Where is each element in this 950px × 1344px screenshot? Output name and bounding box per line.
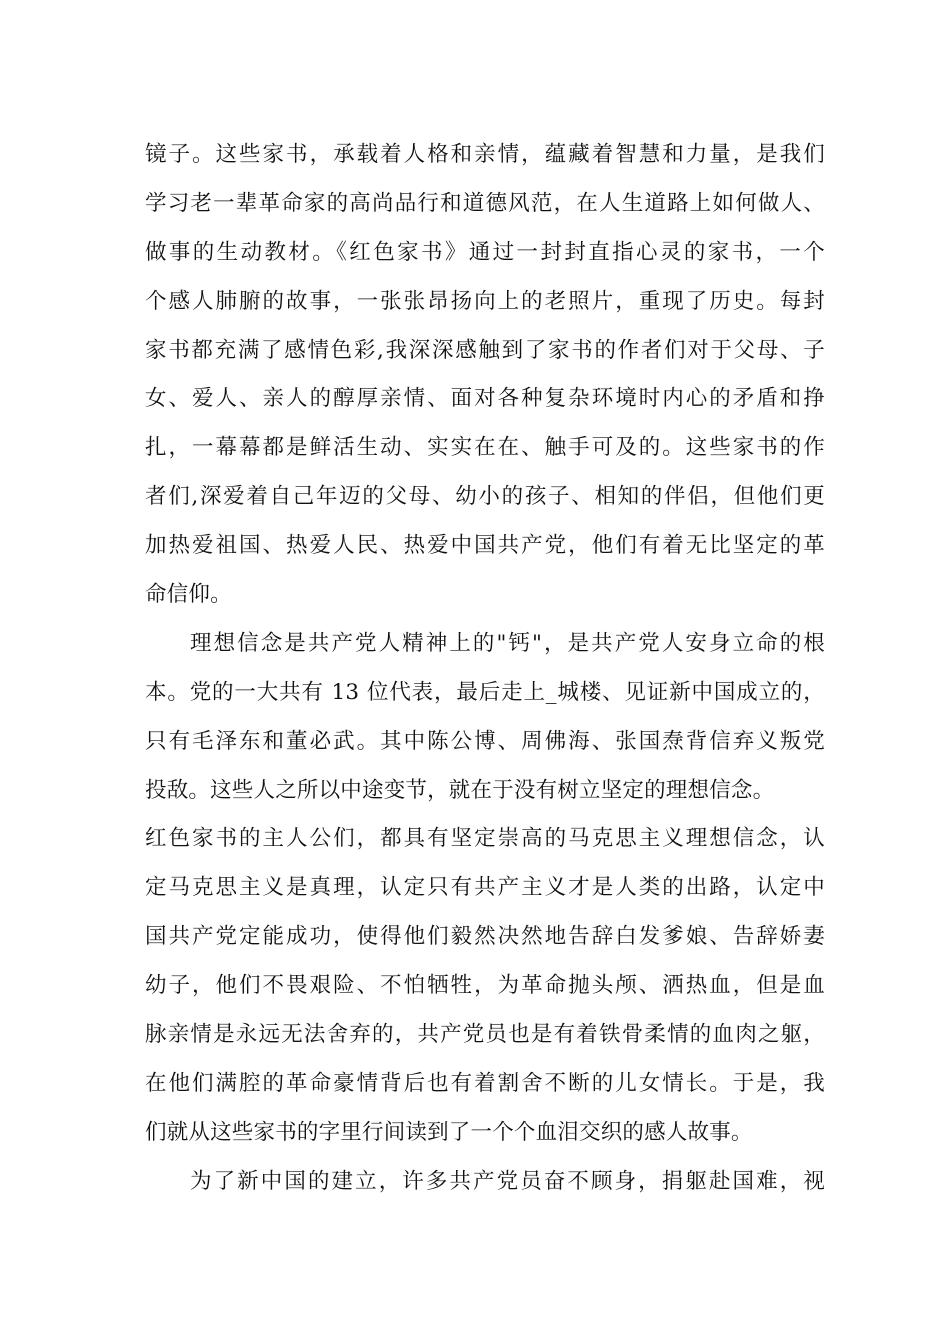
text-line: 定马克思主义是真理，认定只有共产主义才是人类的出路，认定中 (145, 875, 825, 901)
text-line: 扎，一幕幕都是鲜活生动、实实在在、触手可及的。这些家书的作 (145, 435, 825, 461)
text-line: 红色家书的主人公们，都具有坚定崇高的马克思主义理想信念，认 (145, 826, 825, 852)
text-line: 只有毛泽东和董必武。其中陈公博、周佛海、张国焘背信弃义叛党 (145, 728, 825, 754)
text-line: 命信仰。 (145, 582, 232, 608)
text-line: 家书都充满了感情色彩,我深深感触到了家书的作者们对于父母、子 (145, 337, 825, 363)
text-line: 做事的生动教材。《红色家书》通过一封封直指心灵的家书，一个 (145, 239, 825, 265)
text-line: 女、爱人、亲人的醇厚亲情、面对各种复杂环境时内心的矛盾和挣 (145, 386, 825, 412)
text-line: 脉亲情是永远无法舍弃的，共产党员也是有着铁骨柔情的血肉之躯， (145, 1022, 825, 1048)
text-line: 镜子。这些家书，承载着人格和亲情，蕴藏着智慧和力量，是我们 (145, 142, 825, 167)
text-line: 投敌。这些人之所以中途变节，就在于没有树立坚定的理想信念。 (145, 777, 775, 803)
text-line: 个感人肺腑的故事，一张张昂扬向上的老照片，重现了历史。每封 (145, 288, 825, 314)
text-line: 在他们满腔的革命豪情背后也有着割舍不断的儿女情长。于是，我 (145, 1070, 825, 1096)
text-line: 学习老一辈革命家的高尚品行和道德风范，在人生道路上如何做人、 (145, 190, 825, 216)
text-line: 加热爱祖国、热爱人民、热爱中国共产党，他们有着无比坚定的革 (145, 533, 825, 559)
text-line: 们就从这些家书的字里行间读到了一个个血泪交织的感人故事。 (145, 1119, 753, 1145)
paragraph-first-line: 理想信念是共产党人精神上的"钙"，是共产党人安身立命的根 (190, 630, 825, 656)
text-line: 国共产党定能成功，使得他们毅然决然地告辞白发爹娘、告辞娇妻 (145, 924, 825, 950)
body-text (145, 131, 825, 1207)
text-line: 者们,深爱着自己年迈的父母、幼小的孩子、相知的伴侣，但他们更 (145, 484, 825, 510)
paragraph-first-line: 为了新中国的建立，许多共产党员奋不顾身，捐躯赴国难，视 (190, 1168, 825, 1194)
text-line: 幼子，他们不畏艰险、不怕牺牲，为革命抛头颅、洒热血，但是血 (145, 973, 825, 999)
text-line: 本。党的一大共有 13 位代表，最后走上_城楼、见证新中国成立的， (145, 679, 825, 705)
